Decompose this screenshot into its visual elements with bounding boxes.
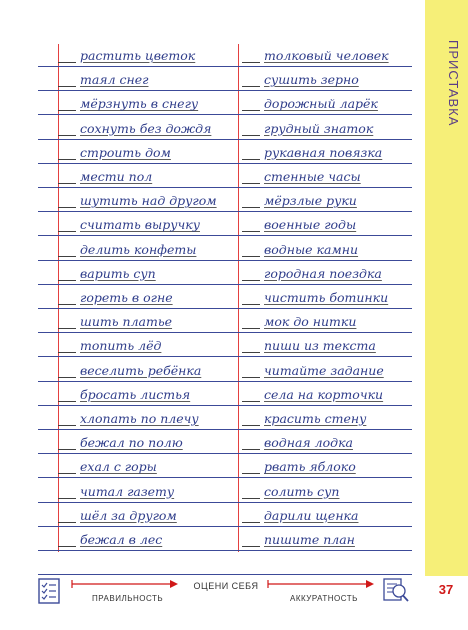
- ruled-line: [38, 526, 412, 527]
- prefix-blank: [58, 231, 76, 232]
- prefix-blank: [58, 304, 76, 305]
- ruled-line: [38, 211, 412, 212]
- right-phrase: читайте задание: [264, 362, 384, 378]
- right-phrase: грудный знаток: [264, 120, 374, 136]
- prefix-blank: [242, 352, 260, 353]
- left-phrase: бросать листья: [80, 386, 191, 402]
- prefix-blank: [58, 425, 76, 426]
- left-phrase: таял снег: [80, 72, 149, 88]
- ruled-line: [38, 284, 412, 285]
- prefix-blank: [58, 522, 76, 523]
- left-phrase: варить суп: [80, 265, 156, 281]
- left-phrase: шутить над другом: [80, 193, 217, 209]
- left-phrase: читал газету: [80, 483, 175, 499]
- right-phrase: пиши из текста: [264, 338, 376, 354]
- prefix-blank: [58, 449, 76, 450]
- prefix-blank: [242, 159, 260, 160]
- prefix-blank: [58, 183, 76, 184]
- ruled-line: [38, 550, 412, 551]
- prefix-blank: [242, 135, 260, 136]
- ruled-line: [38, 477, 412, 478]
- left-phrase: растить цветок: [80, 48, 196, 63]
- prefix-blank: [58, 352, 76, 353]
- prefix-blank: [242, 425, 260, 426]
- prefix-blank: [58, 256, 76, 257]
- ruled-line: [38, 308, 412, 309]
- prefix-blank: [58, 280, 76, 281]
- prefix-blank: [242, 304, 260, 305]
- prefix-blank: [58, 159, 76, 160]
- prefix-blank: [242, 62, 260, 63]
- right-phrase: мёрзлые руки: [264, 193, 357, 209]
- page-number: 37: [438, 582, 454, 597]
- prefix-blank: [242, 280, 260, 281]
- prefix-blank: [58, 328, 76, 329]
- correctness-arrow: [70, 579, 180, 589]
- left-phrase: шёл за другом: [80, 507, 177, 523]
- right-phrase: мок до нитки: [264, 314, 357, 330]
- right-phrase: городная поездка: [264, 265, 382, 281]
- prefix-blank: [242, 256, 260, 257]
- ruled-line: [38, 114, 412, 115]
- prefix-blank: [58, 110, 76, 111]
- prefix-blank: [242, 401, 260, 402]
- right-phrase: чистить ботинки: [264, 290, 389, 305]
- ruled-line: [38, 90, 412, 91]
- left-phrase: хлопать по плечу: [80, 411, 199, 426]
- prefix-blank: [58, 62, 76, 63]
- left-phrase: строить дом: [80, 144, 171, 160]
- right-phrase: солить суп: [264, 483, 340, 499]
- prefix-blank: [58, 377, 76, 378]
- right-phrase: пишите план: [264, 532, 355, 547]
- left-margin-line: [58, 44, 59, 552]
- right-phrase: села на корточки: [264, 386, 384, 402]
- prefix-blank: [242, 207, 260, 208]
- prefix-blank: [242, 546, 260, 547]
- left-phrase: считать выручку: [80, 217, 200, 233]
- left-phrase: бежал по полю: [80, 435, 183, 451]
- left-phrase: веселить ребёнка: [80, 362, 202, 378]
- ruled-line: [38, 163, 412, 164]
- prefix-blank: [242, 110, 260, 111]
- ruled-line: [38, 429, 412, 430]
- middle-margin-line: [238, 44, 239, 552]
- prefix-blank: [242, 328, 260, 329]
- prefix-blank: [242, 498, 260, 499]
- magnifier-icon: [382, 576, 410, 604]
- right-phrase: толковый человек: [264, 48, 389, 63]
- ruled-line: [38, 235, 412, 236]
- left-phrase: делить конфеты: [80, 241, 197, 257]
- prefix-blank: [58, 86, 76, 87]
- ruled-line: [38, 405, 412, 406]
- prefix-blank: [58, 135, 76, 136]
- prefix-blank: [58, 498, 76, 499]
- right-phrase: дорожный ларёк: [264, 96, 378, 112]
- prefix-blank: [242, 86, 260, 87]
- right-phrase: рвать яблоко: [264, 459, 356, 475]
- prefix-blank: [242, 449, 260, 450]
- right-phrase: военные годы: [264, 217, 357, 233]
- section-sidebar: [425, 0, 468, 576]
- ruled-line: [38, 139, 412, 140]
- left-phrase: топить лёд: [80, 338, 162, 354]
- ruled-line: [38, 332, 412, 333]
- left-phrase: бежал в лес: [80, 532, 163, 547]
- ruled-line: [38, 381, 412, 382]
- checklist-icon: [38, 578, 60, 604]
- right-phrase: рукавная повязка: [264, 144, 383, 160]
- ruled-line: [38, 66, 412, 67]
- section-title: ПРИСТАВКА: [446, 40, 461, 127]
- neatness-label: АККУРАТНОСТЬ: [290, 594, 358, 603]
- right-phrase: дарили щенка: [264, 507, 359, 523]
- ruled-line: [38, 502, 412, 503]
- prefix-blank: [242, 183, 260, 184]
- right-phrase: сушить зерно: [264, 72, 359, 88]
- prefix-blank: [242, 377, 260, 378]
- left-phrase: гореть в огне: [80, 290, 173, 305]
- prefix-blank: [58, 401, 76, 402]
- left-phrase: сохнуть без дождя: [80, 120, 212, 136]
- correctness-label: ПРАВИЛЬНОСТЬ: [92, 594, 164, 603]
- self-assessment-footer: [0, 570, 420, 630]
- left-phrase: мёрзнуть в снегу: [80, 96, 199, 112]
- left-phrase: шить платье: [80, 314, 173, 330]
- neatness-arrow: [266, 579, 376, 589]
- prefix-blank: [242, 231, 260, 232]
- prefix-blank: [242, 522, 260, 523]
- right-phrase: водные камни: [264, 241, 359, 257]
- self-check-title: ОЦЕНИ СЕБЯ: [193, 581, 259, 591]
- left-phrase: мести пол: [80, 169, 153, 184]
- ruled-line: [38, 260, 412, 261]
- right-phrase: стенные часы: [264, 169, 361, 184]
- ruled-line: [38, 453, 412, 454]
- ruled-line: [38, 356, 412, 357]
- prefix-blank: [242, 473, 260, 474]
- prefix-blank: [58, 207, 76, 208]
- ruled-line: [38, 187, 412, 188]
- prefix-blank: [58, 546, 76, 547]
- prefix-blank: [58, 473, 76, 474]
- right-phrase: красить стену: [264, 411, 367, 426]
- left-phrase: ехал с горы: [80, 459, 157, 475]
- right-phrase: водная лодка: [264, 435, 353, 451]
